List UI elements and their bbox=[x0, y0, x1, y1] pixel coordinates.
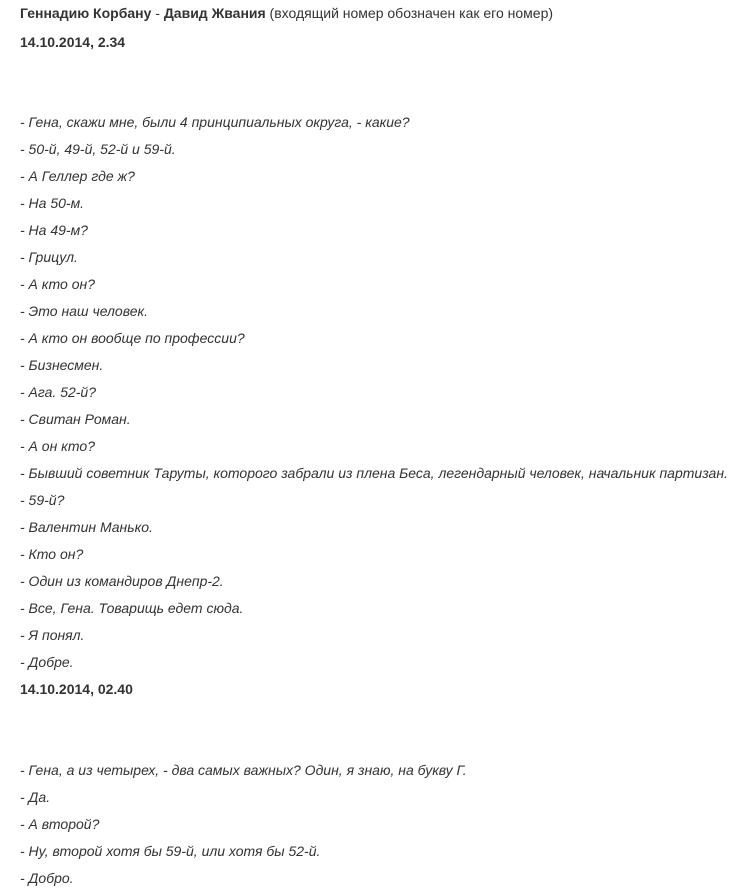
dialogue-line: - Один из командиров Днепр-2. bbox=[20, 573, 224, 589]
dialogue-line: - На 50-м. bbox=[20, 195, 85, 211]
dialogue-line: - Грицул. bbox=[20, 249, 78, 265]
dialogue-line: - Добре. bbox=[20, 654, 74, 670]
dialogue-line: - Гена, а из четырех, - два самых важных? Один, я знаю, на букву Г. bbox=[20, 762, 467, 778]
dialogue-line: - Это наш человек. bbox=[20, 303, 148, 319]
dialogue-line: - Кто он? bbox=[20, 546, 84, 562]
dialogue-line: - 59-й? bbox=[20, 492, 65, 508]
dialogue-line: - На 49-м? bbox=[20, 222, 88, 238]
section-date: 14.10.2014, 2.34 bbox=[20, 34, 126, 50]
dialogue-line: - Бизнесмен. bbox=[20, 357, 104, 373]
dialogue-line: - Гена, скажи мне, были 4 принципиальных округа, - какие? bbox=[20, 114, 410, 130]
header-note: (входящий номер обозначен как его номер) bbox=[265, 5, 554, 21]
transcript-header bbox=[20, 4, 553, 22]
dialogue-line: - А Геллер где ж? bbox=[20, 168, 135, 184]
dialogue-line: - Ну, второй хотя бы 59-й, или хотя бы 52-й. bbox=[20, 843, 321, 859]
dialogue-line: - Бывший советник Таруты, которого забрали из плена Беса, легендарный человек, начальник партизан. bbox=[20, 465, 728, 481]
dialogue-line: - Ага. 52-й? bbox=[20, 384, 97, 400]
dialogue-line: - Валентин Манько. bbox=[20, 519, 153, 535]
callee-name: Давид Жвания bbox=[163, 5, 266, 21]
dialogue-line: - Все, Гена. Товарищь едет сюда. bbox=[20, 600, 244, 616]
dialogue-line: - А кто он? bbox=[20, 276, 96, 292]
dialogue-line: - А он кто? bbox=[20, 438, 96, 454]
dialogue-line: - 50-й, 49-й, 52-й и 59-й. bbox=[20, 141, 176, 157]
dialogue-line: - А второй? bbox=[20, 816, 100, 832]
caller-name: Геннадию Корбану bbox=[20, 5, 152, 21]
header-separator: - bbox=[151, 5, 164, 21]
dialogue-line: - Добро. bbox=[20, 870, 74, 886]
dialogue-line: - Свитан Роман. bbox=[20, 411, 131, 427]
section-date: 14.10.2014, 02.40 bbox=[20, 681, 133, 697]
dialogue-line: - Да. bbox=[20, 789, 51, 805]
dialogue-line: - Я понял. bbox=[20, 627, 85, 643]
dialogue-line: - А кто он вообще по профессии? bbox=[20, 330, 245, 346]
